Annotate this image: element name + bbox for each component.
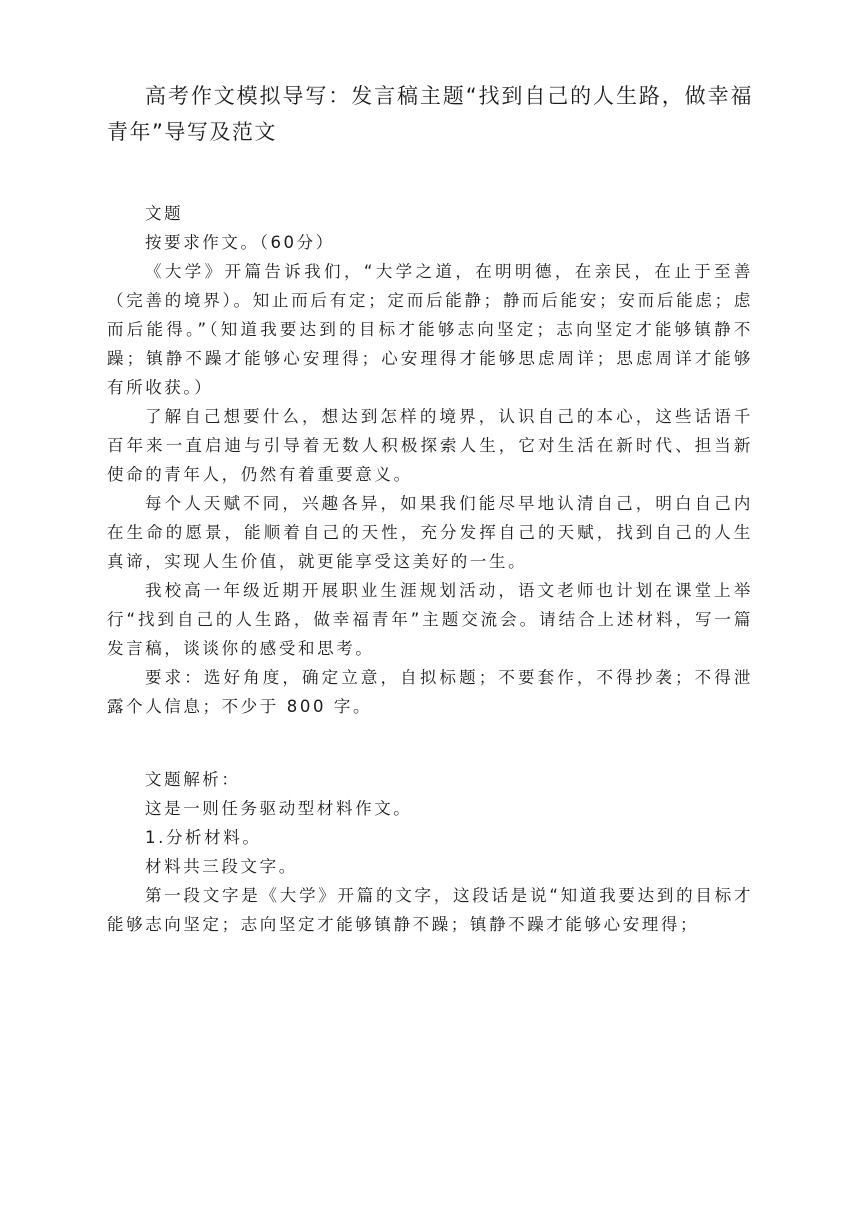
analysis-section [107,765,753,939]
analysis-paragraph: 材料共三段文字。 [145,857,298,876]
section-heading-prompt: 文题 [145,204,184,223]
prompt-quote-paragraph: 《大学》开篇告诉我们，“大学之道，在明明德，在亲民，在止于至善（完善的境界）。知止而后有定；定而后能静；静而后能安；安而后能虑；虑而后能得。”（知道我要达到的目标才能够志向坚定；志向坚定才能够镇静不躁；镇静不躁才能够心安理得；心安理得才能够思虑周详；思虑周详才能够有所收获。） [107,262,753,397]
prompt-paragraph: 每个人天赋不同，兴趣各异，如果我们能尽早地认清自己，明白自己内在生命的愿景，能顺着自己的天性，充分发挥自己的天赋，找到自己的人生真谛，实现人生价值，就更能享受这美好的一生。 [107,494,753,571]
section-heading-analysis: 文题解析： [145,770,241,789]
prompt-task-paragraph: 我校高一年级近期开展职业生涯规划活动，语文老师也计划在课堂上举行“找到自己的人生路，做幸福青年”主题交流会。请结合上述材料，写一篇发言稿，谈谈你的感受和思考。 [107,581,753,658]
document-title: 高考作文模拟导写：发言稿主题“找到自己的人生路，做幸福青年”导写及范文 [107,84,753,144]
prompt-section [107,199,753,721]
analysis-paragraph: 1.分析材料。 [145,828,262,847]
spacer [107,150,753,199]
spacer [107,721,753,765]
analysis-paragraph: 第一段文字是《大学》开篇的文字，这段话是说“知道我要达到的目标才能够志向坚定；志向坚定才能够镇静不躁；镇静不躁才能够心安理得； [107,886,753,934]
prompt-instruction: 按要求作文。（60分） [145,233,335,252]
document-page [107,78,753,939]
analysis-paragraph: 这是一则任务驱动型材料作文。 [145,799,413,818]
prompt-paragraph: 了解自己想要什么，想达到怎样的境界，认识自己的本心，这些话语千百年来一直启迪与引导着无数人积极探索人生，它对生活在新时代、担当新使命的青年人，仍然有着重要意义。 [107,407,753,484]
prompt-requirements: 要求：选好角度，确定立意，自拟标题；不要套作，不得抄袭；不得泄露个人信息；不少于 800 字。 [107,668,753,716]
